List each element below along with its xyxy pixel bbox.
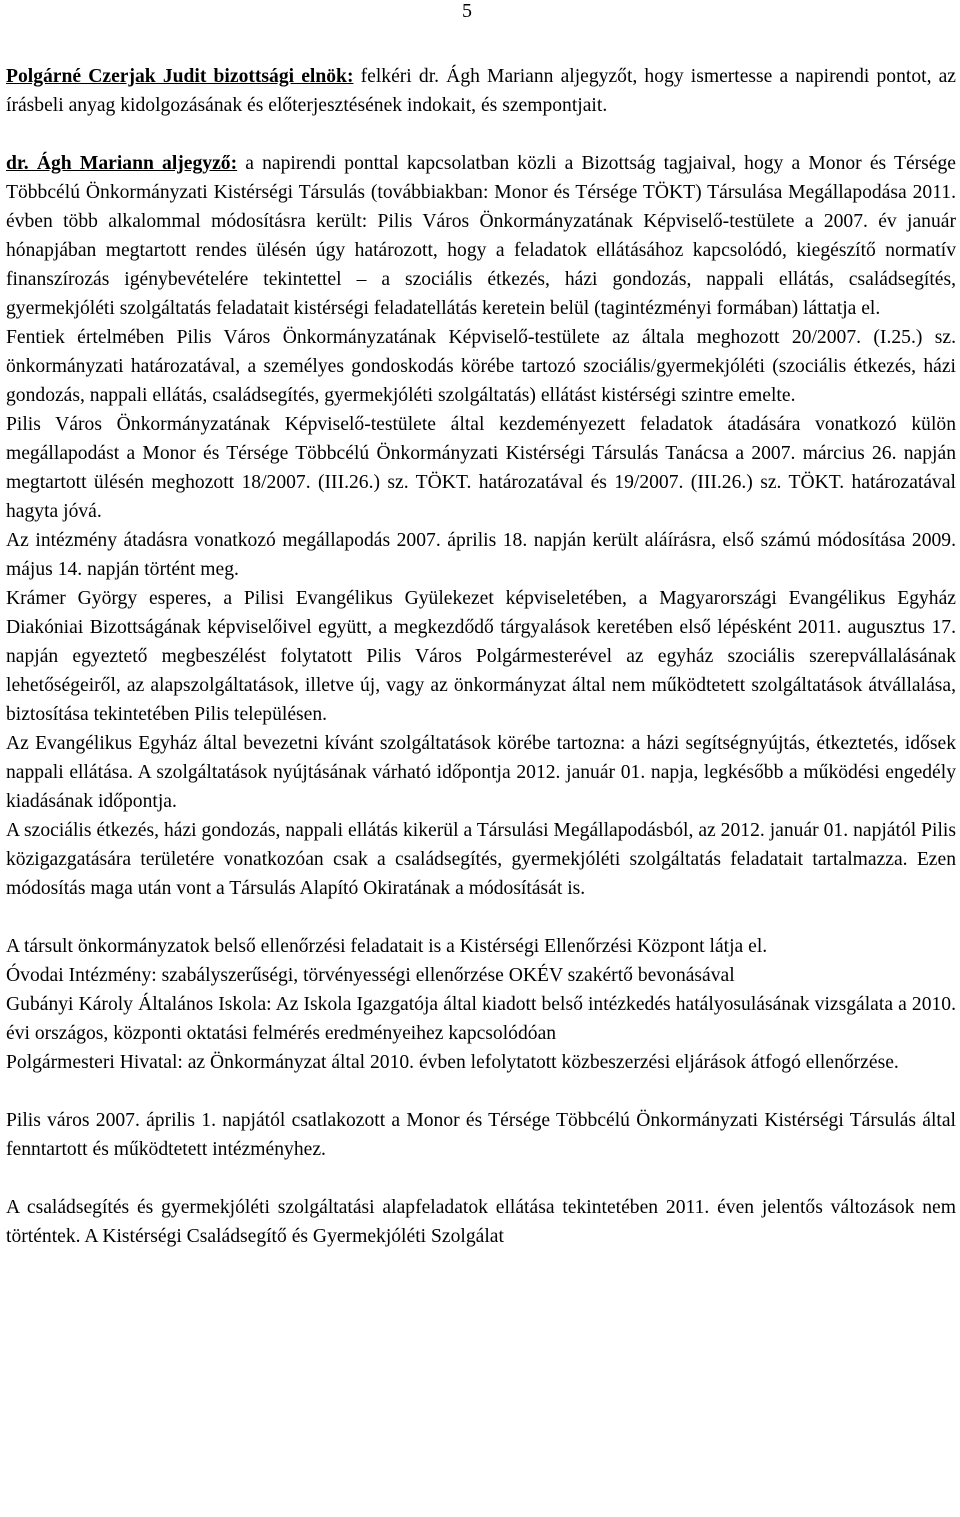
paragraph: A társult önkormányzatok belső ellenőrzési feladatait is a Kistérségi Ellenőrzési Központ látja el.: [6, 936, 768, 957]
paragraph: Az intézmény átadásra vonatkozó megállapodás 2007. április 18. napján került aláírásra, első számú módosítása 2009. május 14. napján történt meg.: [6, 530, 956, 580]
paragraph-deputy-notary: [6, 149, 956, 323]
speaker-name: dr. Ágh Mariann aljegyző:: [6, 153, 238, 174]
paragraph-gap: [6, 120, 956, 149]
paragraph: Fentiek értelmében Pilis Város Önkormányzatának Képviselő-testülete az általa meghozott 20/2007. (I.25.) sz. önkormányzati határozatával, a személyes gondoskodás körébe tartozó szociális/gyermekjóléti (szociális étkezés, házi gondozás, nappali ellátás, családsegítés, gyermekjóléti szolgáltatás) ellátást kistérségi szintre emelte.: [6, 327, 956, 406]
paragraph-text: a napirendi ponttal kapcsolatban közli a Bizottság tagjaival, hogy a Monor és Térsége Többcélú Önkormányzati Kistérségi Társulás (továbbiakban: Monor és Térsége TÖKT) Társulása Megállapodása 2011. évben több alkalommal módosításra került: Pilis Város Önkormányzatának Képviselő-testülete a 2007. év január hónapjában megtartott rendes ülésén úgy határozott, hogy a feladatok ellátásához kapcsolódó, kiegészítő normatív finanszírozás igénybevételére tekintettel – a szociális étkezés, házi gondozás, nappali ellátás, családsegítés, gyermekjóléti szolgáltatás feladatait kistérségi feladatellátás keretein belül (tagintézményi formában) láttatja el.: [6, 153, 956, 319]
paragraph-gap: [6, 1077, 956, 1106]
paragraph: Polgármesteri Hivatal: az Önkormányzat által 2010. évben lefolytatott közbeszerzési eljárások átfogó ellenőrzése.: [6, 1052, 899, 1073]
paragraph: Pilis város 2007. április 1. napjától csatlakozott a Monor és Térsége Többcélú Önkormányzati Kistérségi Társulás által fenntartott és működtetett intézményhez.: [6, 1110, 956, 1160]
paragraph: Krámer György esperes, a Pilisi Evangélikus Gyülekezet képviseletében, a Magyarországi Evangélikus Egyház Diakóniai Bizottságának képviselőivel együtt, a megkezdődő tárgyalások keretében első lépésként 2011. augusztus 17. napján egyeztető megbeszélést folytatott Pilis Város Polgármesterével az egyház szociális szerepvállalásának lehetőségeiről, az alapszolgáltatások, illetve új, vagy az önkormányzat által nem működtetett szolgáltatások átvállalása, biztosítása tekintetében Pilis településen.: [6, 588, 956, 725]
paragraph-gap: [6, 903, 956, 932]
paragraph: Gubányi Károly Általános Iskola: Az Iskola Igazgatója által kiadott belső intézkedés hatályosulásának vizsgálata a 2010. évi országos, központi oktatási felmérés eredményeihez kapcsolódóan: [6, 994, 956, 1044]
paragraph: Pilis Város Önkormányzatának Képviselő-testülete által kezdeményezett feladatok átadására vonatkozó külön megállapodást a Monor és Térsége Többcélú Önkormányzati Kistérségi Társulás Tanácsa a 2007. március 26. napján megtartott ülésén meghozott 18/2007. (III.26.) sz. TÖKT. határozatával és 19/2007. (III.26.) sz. TÖKT. határozatával hagyta jóvá.: [6, 414, 956, 522]
paragraph-gap: [6, 1164, 956, 1193]
paragraph: A családsegítés és gyermekjóléti szolgáltatási alapfeladatok ellátása tekintetében 2011. éven jelentős változások nem történtek. A Kistérségi Családsegítő és Gyermekjóléti Szolgálat: [6, 1197, 956, 1247]
page-number: 5: [462, 0, 472, 22]
paragraph-chair-request: [6, 62, 956, 120]
document-body: [6, 62, 956, 1251]
paragraph: A szociális étkezés, házi gondozás, nappali ellátás kikerül a Társulási Megállapodásból, az 2012. január 01. napjától Pilis közigazgatására területére vonatkozóan csak a családsegítés, gyermekjóléti szolgáltatás feladatait tartalmazza. Ezen módosítás maga után vont a Társulás Alapító Okiratának a módosítását is.: [6, 820, 956, 899]
speaker-name: Polgárné Czerjak Judit bizottsági elnök:: [6, 66, 354, 87]
paragraph: Az Evangélikus Egyház által bevezetni kívánt szolgáltatások körébe tartozna: a házi segítségnyújtás, étkeztetés, idősek nappali ellátása. A szolgáltatások nyújtásának várható időpontja 2012. január 01. napja, legkésőbb a működési engedély kiadásának időpontja.: [6, 733, 956, 812]
paragraph: Óvodai Intézmény: szabályszerűségi, törvényességi ellenőrzése OKÉV szakértő bevonásával: [6, 965, 735, 986]
paragraph-text: felkéri dr. Ágh Mariann aljegyzőt, hogy ismertesse a napirendi pontot, az írásbeli anyag kidolgozásának és előterjesztésének indokait, és szempontjait.: [6, 66, 956, 116]
